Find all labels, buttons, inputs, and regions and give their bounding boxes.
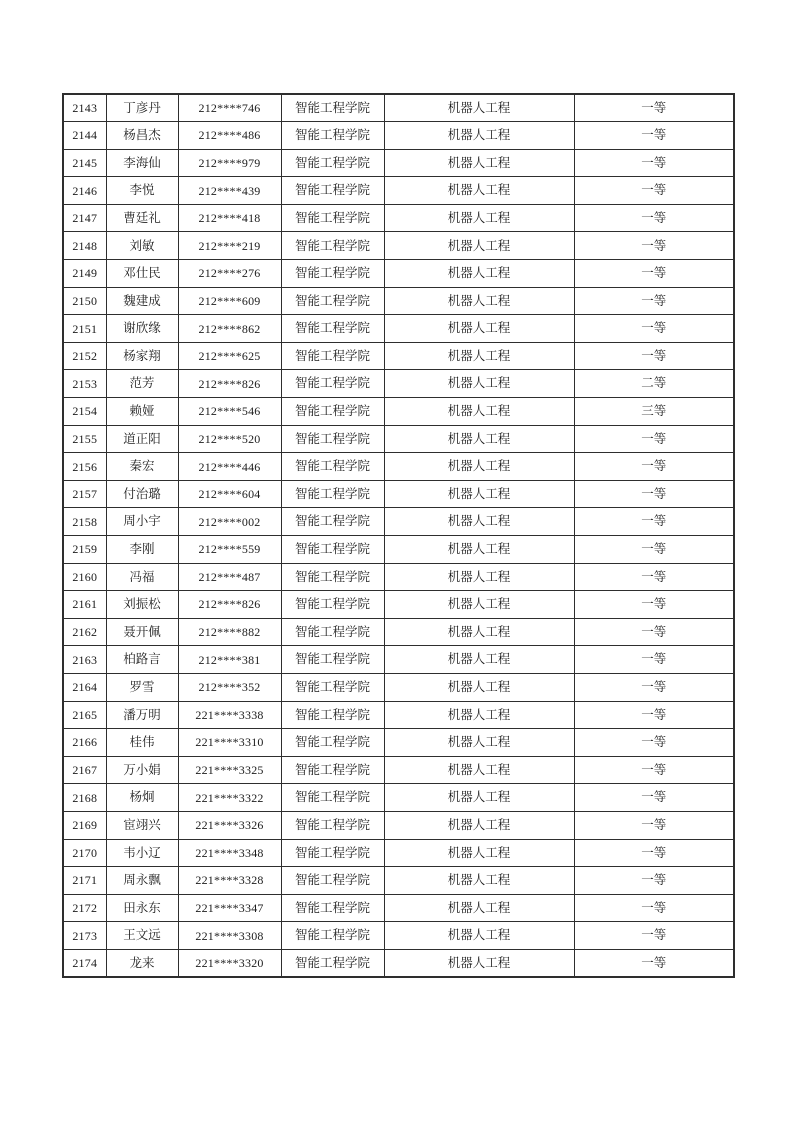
cell-college: 智能工程学院 [281,591,384,619]
cell-name: 宦翊兴 [106,811,178,839]
cell-college: 智能工程学院 [281,287,384,315]
cell-student-id: 212****826 [178,591,281,619]
cell-college: 智能工程学院 [281,536,384,564]
cell-student-id: 212****486 [178,122,281,150]
cell-college: 智能工程学院 [281,673,384,701]
cell-student-id: 212****979 [178,149,281,177]
cell-award-level: 一等 [574,232,734,260]
cell-award-level: 一等 [574,508,734,536]
table-row [63,425,734,453]
cell-award-level: 一等 [574,342,734,370]
cell-serial: 2174 [63,949,106,977]
table-row [63,287,734,315]
cell-name: 杨昌杰 [106,122,178,150]
cell-serial: 2146 [63,177,106,205]
table-row [63,342,734,370]
cell-student-id: 221****3322 [178,784,281,812]
cell-student-id: 212****604 [178,480,281,508]
cell-college: 智能工程学院 [281,618,384,646]
cell-student-id: 212****418 [178,204,281,232]
cell-award-level: 一等 [574,122,734,150]
cell-serial: 2160 [63,563,106,591]
cell-student-id: 212****002 [178,508,281,536]
cell-serial: 2159 [63,536,106,564]
cell-student-id: 221****3328 [178,867,281,895]
cell-name: 李海仙 [106,149,178,177]
cell-major: 机器人工程 [384,894,574,922]
cell-student-id: 221****3310 [178,729,281,757]
cell-college: 智能工程学院 [281,122,384,150]
cell-name: 王文远 [106,922,178,950]
cell-major: 机器人工程 [384,618,574,646]
cell-name: 谢欣缘 [106,315,178,343]
cell-serial: 2155 [63,425,106,453]
cell-award-level: 一等 [574,480,734,508]
cell-name: 邓仕民 [106,260,178,288]
cell-college: 智能工程学院 [281,315,384,343]
cell-student-id: 221****3325 [178,756,281,784]
cell-major: 机器人工程 [384,480,574,508]
table-row [63,811,734,839]
cell-name: 刘振松 [106,591,178,619]
table-row [63,867,734,895]
cell-serial: 2151 [63,315,106,343]
cell-award-level: 一等 [574,701,734,729]
cell-college: 智能工程学院 [281,177,384,205]
table-row [63,949,734,977]
cell-college: 智能工程学院 [281,784,384,812]
table-row [63,839,734,867]
cell-major: 机器人工程 [384,784,574,812]
cell-student-id: 212****826 [178,370,281,398]
cell-award-level: 一等 [574,149,734,177]
cell-student-id: 221****3326 [178,811,281,839]
cell-college: 智能工程学院 [281,729,384,757]
cell-name: 柏路言 [106,646,178,674]
cell-award-level: 一等 [574,949,734,977]
cell-student-id: 212****546 [178,398,281,426]
cell-name: 曹廷礼 [106,204,178,232]
cell-college: 智能工程学院 [281,867,384,895]
cell-student-id: 221****3320 [178,949,281,977]
cell-college: 智能工程学院 [281,425,384,453]
table-row [63,315,734,343]
table-row [63,563,734,591]
cell-student-id: 221****3308 [178,922,281,950]
cell-serial: 2158 [63,508,106,536]
cell-college: 智能工程学院 [281,563,384,591]
cell-award-level: 一等 [574,94,734,122]
cell-name: 魏建成 [106,287,178,315]
cell-serial: 2144 [63,122,106,150]
cell-award-level: 一等 [574,894,734,922]
cell-student-id: 221****3347 [178,894,281,922]
cell-student-id: 212****352 [178,673,281,701]
cell-major: 机器人工程 [384,453,574,481]
cell-award-level: 一等 [574,453,734,481]
cell-major: 机器人工程 [384,591,574,619]
cell-award-level: 一等 [574,315,734,343]
cell-student-id: 212****559 [178,536,281,564]
cell-major: 机器人工程 [384,922,574,950]
cell-award-level: 一等 [574,646,734,674]
cell-major: 机器人工程 [384,811,574,839]
cell-serial: 2149 [63,260,106,288]
cell-award-level: 一等 [574,591,734,619]
cell-college: 智能工程学院 [281,949,384,977]
award-list-table [62,93,735,978]
cell-serial: 2157 [63,480,106,508]
cell-award-level: 一等 [574,756,734,784]
cell-serial: 2152 [63,342,106,370]
cell-major: 机器人工程 [384,398,574,426]
cell-college: 智能工程学院 [281,508,384,536]
cell-award-level: 一等 [574,287,734,315]
cell-student-id: 221****3338 [178,701,281,729]
cell-name: 范芳 [106,370,178,398]
cell-major: 机器人工程 [384,287,574,315]
cell-major: 机器人工程 [384,508,574,536]
cell-name: 周小宇 [106,508,178,536]
cell-serial: 2147 [63,204,106,232]
cell-name: 丁彦丹 [106,94,178,122]
cell-name: 道正阳 [106,425,178,453]
cell-major: 机器人工程 [384,232,574,260]
cell-award-level: 一等 [574,811,734,839]
cell-serial: 2170 [63,839,106,867]
cell-student-id: 212****882 [178,618,281,646]
cell-name: 杨家翔 [106,342,178,370]
cell-name: 李刚 [106,536,178,564]
cell-student-id: 212****446 [178,453,281,481]
cell-serial: 2169 [63,811,106,839]
cell-college: 智能工程学院 [281,149,384,177]
cell-serial: 2148 [63,232,106,260]
cell-serial: 2166 [63,729,106,757]
cell-major: 机器人工程 [384,94,574,122]
cell-award-level: 一等 [574,536,734,564]
table-row [63,922,734,950]
award-table-body [63,94,734,977]
cell-student-id: 212****381 [178,646,281,674]
cell-major: 机器人工程 [384,260,574,288]
cell-name: 冯福 [106,563,178,591]
cell-major: 机器人工程 [384,867,574,895]
cell-major: 机器人工程 [384,149,574,177]
cell-student-id: 212****862 [178,315,281,343]
cell-serial: 2162 [63,618,106,646]
cell-college: 智能工程学院 [281,398,384,426]
cell-college: 智能工程学院 [281,232,384,260]
cell-major: 机器人工程 [384,536,574,564]
cell-major: 机器人工程 [384,425,574,453]
cell-award-level: 一等 [574,618,734,646]
table-row [63,260,734,288]
cell-student-id: 212****520 [178,425,281,453]
cell-award-level: 三等 [574,398,734,426]
cell-serial: 2173 [63,922,106,950]
table-row [63,122,734,150]
table-row [63,618,734,646]
cell-major: 机器人工程 [384,756,574,784]
cell-college: 智能工程学院 [281,646,384,674]
cell-award-level: 二等 [574,370,734,398]
cell-name: 聂开佩 [106,618,178,646]
cell-serial: 2165 [63,701,106,729]
cell-award-level: 一等 [574,673,734,701]
table-row [63,204,734,232]
cell-award-level: 一等 [574,260,734,288]
cell-serial: 2171 [63,867,106,895]
cell-college: 智能工程学院 [281,839,384,867]
cell-student-id: 221****3348 [178,839,281,867]
cell-serial: 2145 [63,149,106,177]
cell-student-id: 212****276 [178,260,281,288]
cell-name: 韦小辽 [106,839,178,867]
cell-major: 机器人工程 [384,729,574,757]
cell-serial: 2172 [63,894,106,922]
cell-major: 机器人工程 [384,949,574,977]
cell-major: 机器人工程 [384,177,574,205]
cell-name: 田永东 [106,894,178,922]
table-row [63,508,734,536]
cell-serial: 2150 [63,287,106,315]
table-row [63,646,734,674]
cell-name: 万小娟 [106,756,178,784]
table-row [63,232,734,260]
table-row [63,536,734,564]
table-row [63,591,734,619]
cell-name: 龙来 [106,949,178,977]
cell-student-id: 212****609 [178,287,281,315]
cell-name: 罗雪 [106,673,178,701]
cell-serial: 2164 [63,673,106,701]
cell-serial: 2154 [63,398,106,426]
cell-student-id: 212****746 [178,94,281,122]
cell-name: 赖娅 [106,398,178,426]
cell-college: 智能工程学院 [281,894,384,922]
cell-college: 智能工程学院 [281,756,384,784]
cell-major: 机器人工程 [384,315,574,343]
cell-serial: 2156 [63,453,106,481]
cell-major: 机器人工程 [384,646,574,674]
cell-major: 机器人工程 [384,204,574,232]
cell-name: 杨炯 [106,784,178,812]
cell-name: 李悦 [106,177,178,205]
cell-serial: 2167 [63,756,106,784]
cell-major: 机器人工程 [384,122,574,150]
cell-major: 机器人工程 [384,701,574,729]
cell-serial: 2153 [63,370,106,398]
cell-major: 机器人工程 [384,563,574,591]
table-row [63,701,734,729]
cell-serial: 2161 [63,591,106,619]
cell-college: 智能工程学院 [281,94,384,122]
cell-student-id: 212****219 [178,232,281,260]
cell-name: 周永飘 [106,867,178,895]
cell-college: 智能工程学院 [281,922,384,950]
cell-name: 秦宏 [106,453,178,481]
table-row [63,453,734,481]
table-row [63,398,734,426]
cell-award-level: 一等 [574,729,734,757]
cell-name: 潘万明 [106,701,178,729]
table-row [63,894,734,922]
cell-award-level: 一等 [574,204,734,232]
cell-award-level: 一等 [574,784,734,812]
cell-name: 桂伟 [106,729,178,757]
table-row [63,729,734,757]
table-row [63,177,734,205]
cell-serial: 2163 [63,646,106,674]
table-row [63,370,734,398]
cell-award-level: 一等 [574,867,734,895]
cell-major: 机器人工程 [384,370,574,398]
cell-award-level: 一等 [574,425,734,453]
cell-college: 智能工程学院 [281,204,384,232]
cell-college: 智能工程学院 [281,370,384,398]
cell-major: 机器人工程 [384,839,574,867]
cell-award-level: 一等 [574,922,734,950]
cell-college: 智能工程学院 [281,480,384,508]
cell-college: 智能工程学院 [281,701,384,729]
cell-name: 刘敏 [106,232,178,260]
cell-name: 付治璐 [106,480,178,508]
cell-college: 智能工程学院 [281,342,384,370]
table-row [63,94,734,122]
cell-award-level: 一等 [574,177,734,205]
cell-major: 机器人工程 [384,342,574,370]
table-row [63,673,734,701]
cell-serial: 2168 [63,784,106,812]
table-row [63,784,734,812]
cell-college: 智能工程学院 [281,453,384,481]
cell-college: 智能工程学院 [281,260,384,288]
cell-serial: 2143 [63,94,106,122]
cell-college: 智能工程学院 [281,811,384,839]
table-row [63,756,734,784]
cell-student-id: 212****625 [178,342,281,370]
table-row [63,149,734,177]
cell-award-level: 一等 [574,563,734,591]
cell-student-id: 212****487 [178,563,281,591]
cell-major: 机器人工程 [384,673,574,701]
cell-student-id: 212****439 [178,177,281,205]
cell-award-level: 一等 [574,839,734,867]
table-row [63,480,734,508]
